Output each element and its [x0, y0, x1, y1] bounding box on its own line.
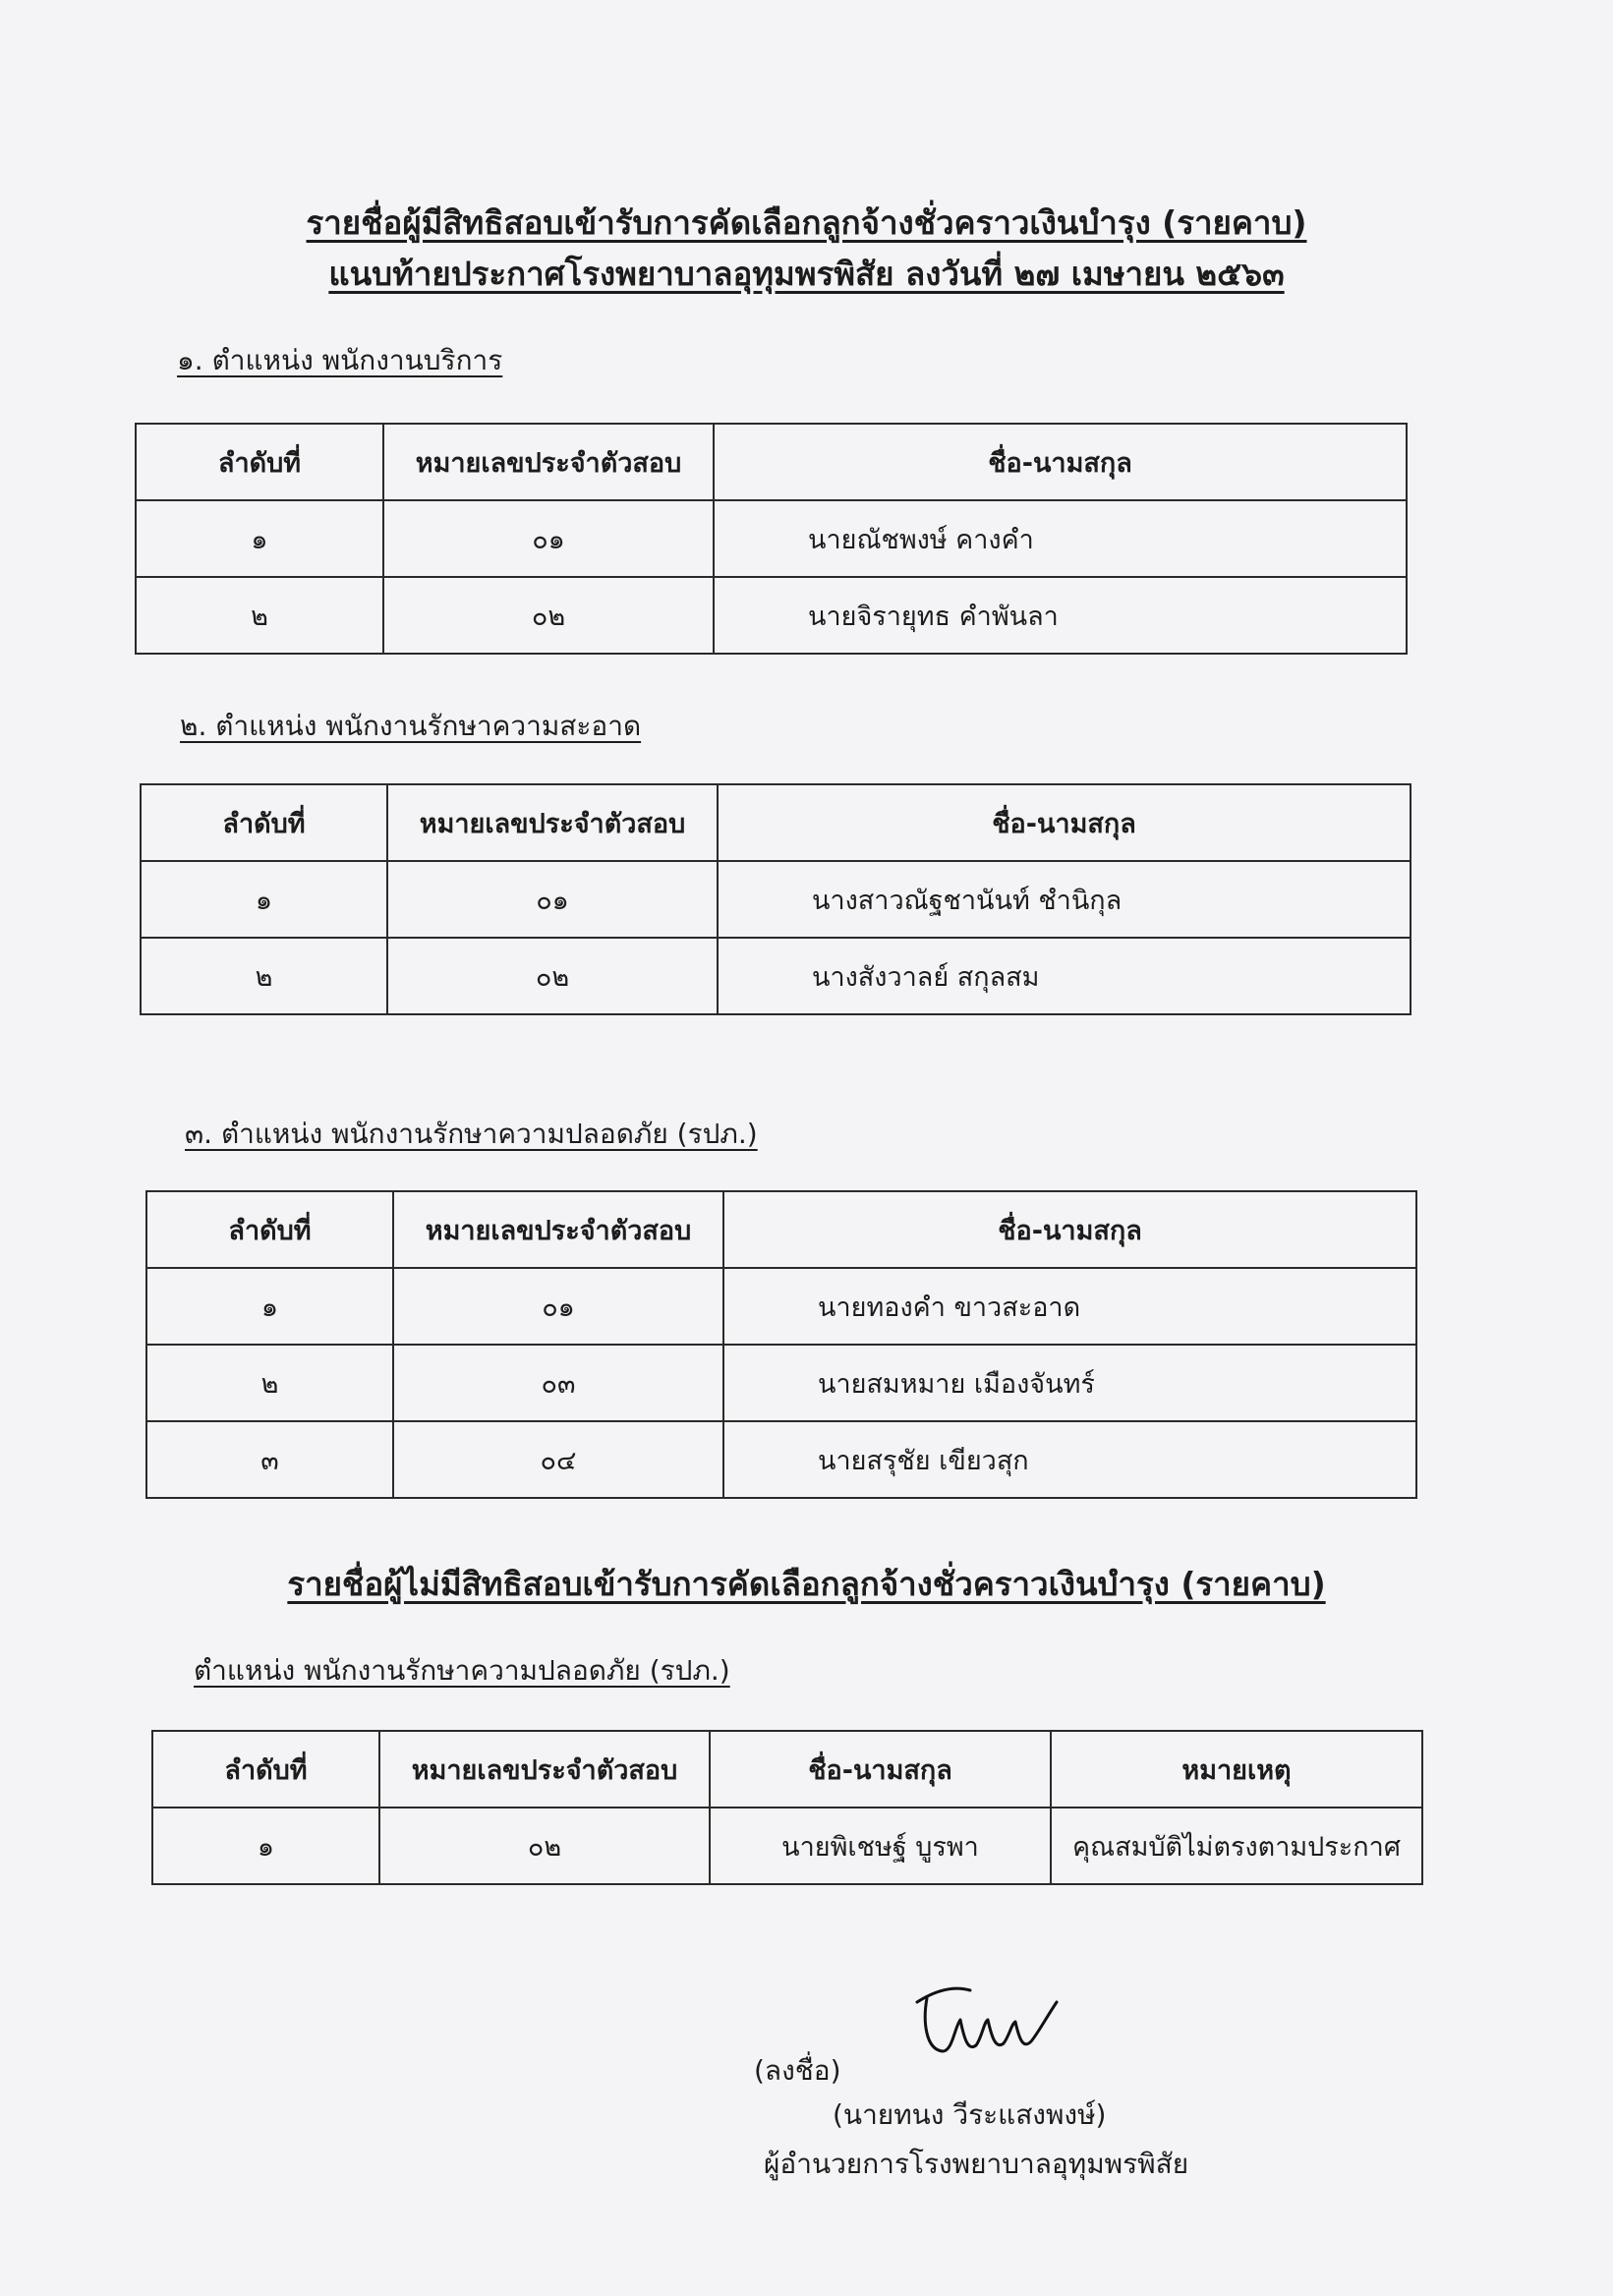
- cell-name: นายพิเชษฐ์ บูรพา: [710, 1808, 1051, 1884]
- table-row: [141, 861, 1411, 938]
- col-header-order: ลำดับที่: [152, 1731, 379, 1808]
- cell-exam-id: ๐๒: [379, 1808, 710, 1884]
- cell-exam-id: ๐๒: [383, 577, 714, 654]
- cell-order: ๒: [141, 938, 387, 1014]
- cell-order: ๑: [136, 500, 383, 577]
- cell-exam-id: ๐๑: [387, 861, 718, 938]
- document-title-line1: รายชื่อผู้มีสิทธิสอบเข้ารับการคัดเลือกลูกจ้างชั่วคราวเงินบำรุง (รายคาบ): [306, 203, 1307, 242]
- table-row: [146, 1421, 1416, 1498]
- col-header-name: ชื่อ-นามสกุล: [723, 1191, 1416, 1268]
- cell-exam-id: ๐๑: [383, 500, 714, 577]
- col-header-exam-id: หมายเลขประจำตัวสอบ: [383, 424, 714, 500]
- table-row: [146, 1268, 1416, 1345]
- cell-name: นายสรุชัย เขียวสุก: [723, 1421, 1416, 1498]
- col-header-order: ลำดับที่: [146, 1191, 393, 1268]
- cell-order: ๑: [146, 1268, 393, 1345]
- col-header-name: ชื่อ-นามสกุล: [714, 424, 1407, 500]
- signer-name: (นายทนง วีระแสงพงษ์): [833, 2098, 1107, 2131]
- table-row: [136, 500, 1407, 577]
- table-row: [152, 1808, 1422, 1884]
- section-2-table: [140, 783, 1411, 1015]
- ineligible-heading: ตำแหน่ง พนักงานรักษาความปลอดภัย (รปภ.): [194, 1654, 730, 1687]
- col-header-exam-id: หมายเลขประจำตัวสอบ: [393, 1191, 723, 1268]
- section-1-heading: ๑. ตำแหน่ง พนักงานบริการ: [177, 344, 503, 376]
- table-header-row: [152, 1731, 1422, 1808]
- cell-name: นายสมหมาย เมืองจันทร์: [723, 1345, 1416, 1421]
- cell-order: ๒: [136, 577, 383, 654]
- table-header-row: [146, 1191, 1416, 1268]
- cell-name: นายทองคำ ขาวสะอาด: [723, 1268, 1416, 1345]
- cell-order: ๑: [152, 1808, 379, 1884]
- ineligible-title: รายชื่อผู้ไม่มีสิทธิสอบเข้ารับการคัดเลือกลูกจ้างชั่วคราวเงินบำรุง (รายคาบ): [287, 1565, 1326, 1603]
- document-title-line2: แนบท้ายประกาศโรงพยาบาลอุทุมพรพิสัย ลงวันที่ ๒๗ เมษายน ๒๕๖๓: [328, 255, 1285, 293]
- section-2-heading: ๒. ตำแหน่ง พนักงานรักษาความสะอาด: [180, 710, 642, 742]
- section-3-table: [145, 1190, 1417, 1499]
- section-3-heading: ๓. ตำแหน่ง พนักงานรักษาความปลอดภัย (รปภ.): [185, 1118, 758, 1150]
- table-row: [146, 1345, 1416, 1421]
- cell-name: นางสังวาลย์ สกุลสม: [718, 938, 1411, 1014]
- col-header-name: ชื่อ-นามสกุล: [718, 784, 1411, 861]
- table-header-row: [141, 784, 1411, 861]
- col-header-exam-id: หมายเลขประจำตัวสอบ: [379, 1731, 710, 1808]
- cell-exam-id: ๐๓: [393, 1345, 723, 1421]
- cell-exam-id: ๐๒: [387, 938, 718, 1014]
- sign-label: (ลงชื่อ): [754, 2054, 841, 2087]
- col-header-order: ลำดับที่: [141, 784, 387, 861]
- table-row: [141, 938, 1411, 1014]
- col-header-name: ชื่อ-นามสกุล: [710, 1731, 1051, 1808]
- section-1-table: [135, 423, 1408, 655]
- table-header-row: [136, 424, 1407, 500]
- table-row: [136, 577, 1407, 654]
- cell-order: ๑: [141, 861, 387, 938]
- cell-remark: คุณสมบัติไม่ตรงตามประกาศ: [1051, 1808, 1422, 1884]
- handwritten-signature: [909, 1980, 1076, 2069]
- signer-position: ผู้อำนวยการโรงพยาบาลอุทุมพรพิสัย: [764, 2148, 1189, 2180]
- cell-exam-id: ๐๑: [393, 1268, 723, 1345]
- cell-name: นายณัชพงษ์ คางคำ: [714, 500, 1407, 577]
- cell-order: ๒: [146, 1345, 393, 1421]
- cell-name: นายจิรายุทธ คำพันลา: [714, 577, 1407, 654]
- cell-name: นางสาวณัฐชานันท์ ชำนิกุล: [718, 861, 1411, 938]
- col-header-remark: หมายเหตุ: [1051, 1731, 1422, 1808]
- cell-order: ๓: [146, 1421, 393, 1498]
- col-header-exam-id: หมายเลขประจำตัวสอบ: [387, 784, 718, 861]
- col-header-order: ลำดับที่: [136, 424, 383, 500]
- cell-exam-id: ๐๔: [393, 1421, 723, 1498]
- ineligible-table: [151, 1730, 1423, 1885]
